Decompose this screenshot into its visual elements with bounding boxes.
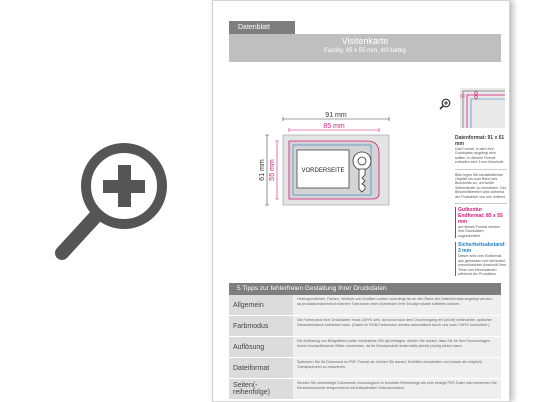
- product-subtitle: Facility, 85 x 55 mm, 4/0-farbig: [324, 48, 406, 54]
- corner-detail: [460, 88, 505, 128]
- tip-row: [229, 295, 501, 316]
- datasheet-tab: Datenblatt: [229, 21, 295, 34]
- card-side-label: VORDERSEITE: [301, 168, 345, 174]
- data-format-title: Datenformat: 91 x 61 mm: [455, 135, 505, 147]
- tip-text: Hintergrundbilder, Farben, Verläufe und Grafiken sollten unbedingt bis an den Rand des Datenformats angelegt werden, da produktionstechnisch kleinere Toleranzen beim Schneiden Ihrer Druckprodukte auftreten können.: [293, 295, 501, 315]
- tips-heading: 5 Tipps zur fehlerfreien Gestaltung Ihrer Druckdaten: [229, 283, 501, 295]
- tips-table: [229, 295, 501, 400]
- cut-text: Auf dieses Format werden Ihre Druckdaten zugeschnitten.: [458, 225, 500, 238]
- product-title: Visitenkarte: [341, 36, 389, 46]
- tip-label: Farbmodus: [229, 316, 293, 336]
- tip-row: [229, 316, 501, 337]
- tip-label: Dateiformat: [229, 358, 293, 378]
- data-format-text: Das Format, in dem Ihre Druckdaten angelegt sein sollten. In diesem Format enthalten sind 3 mm Beschnitt.: [455, 147, 505, 165]
- inner-height-label: 55 mm: [269, 159, 276, 181]
- tip-label: Auflösung: [229, 337, 293, 357]
- title-bar: [229, 34, 501, 62]
- tip-text: Speichern Sie Ihr Dokument im PDF-Format ab. Achten Sie darauf, Schriften einzubetten und (sowie als möglich) Transparenzen zu reduzieren.: [293, 358, 501, 378]
- format-info: [455, 135, 507, 280]
- tip-row: [229, 337, 501, 358]
- outer-height-label: 61 mm: [259, 159, 266, 181]
- cut-title: Endformat: 85 x 55 mm: [458, 213, 503, 226]
- card-diagram: [253, 109, 393, 213]
- safety-title: Sicherheitsabstand: 3 mm: [458, 242, 506, 255]
- datasheet-page: [212, 0, 510, 402]
- tip-label: Seiten(-reihenfolge): [229, 379, 293, 399]
- small-zoom-icon[interactable]: [439, 98, 451, 110]
- tip-text: Die Farbmodus Ihrer Druckdaten muss CMYK sein, da sonst nach dem Druckvorgang ein (leicht) veränderter, optischer Gesamteindruck entstehen kann. (Daten im RGB-Farbmodus werden automatisch durch uns nach CMYK konvertiert.): [293, 316, 501, 336]
- tip-text: Senden Sie mehrseitige Dokumente chronologisch in korrekter Reihenfolge als eine einzige PDF-Datei oder benennen Sie Einzeldokumente entsprechend mit fortlaufenden Seitennummern.: [293, 379, 501, 399]
- zoom-in-icon[interactable]: [52, 138, 172, 263]
- bleed-text: Bitte legen Sie randabfallende Objekte bis zum Rand des Beschnitts an, um weiße Seitenränder zu vermeiden. Der Beschnittbereich wird während der Produktion von uns entfernt.: [455, 172, 507, 199]
- tip-row: [229, 379, 501, 400]
- tip-row: [229, 358, 501, 379]
- cut-heading: Gutkontur: [458, 207, 483, 214]
- outer-width-label: 91 mm: [325, 112, 347, 119]
- inner-width-label: 85 mm: [323, 123, 345, 130]
- safety-text: Dieser wird vom Endformat aus gemessen und verhindert unerwünschten Anschnitt Ihrer Texte und Informationen während der Produktion.: [458, 254, 507, 276]
- tip-text: Die Auflösung von Bildgrafiken sollte mindestens 300 dpi betragen. Achten Sie darauf, dass Sie für Ihre Druckvorlagen immer hochauflösende Bilder verwenden, da Ihr Druckprodukt andernfalls (leicht) pixelig wirken kann.: [293, 337, 501, 357]
- tip-label: Allgemein: [229, 295, 293, 315]
